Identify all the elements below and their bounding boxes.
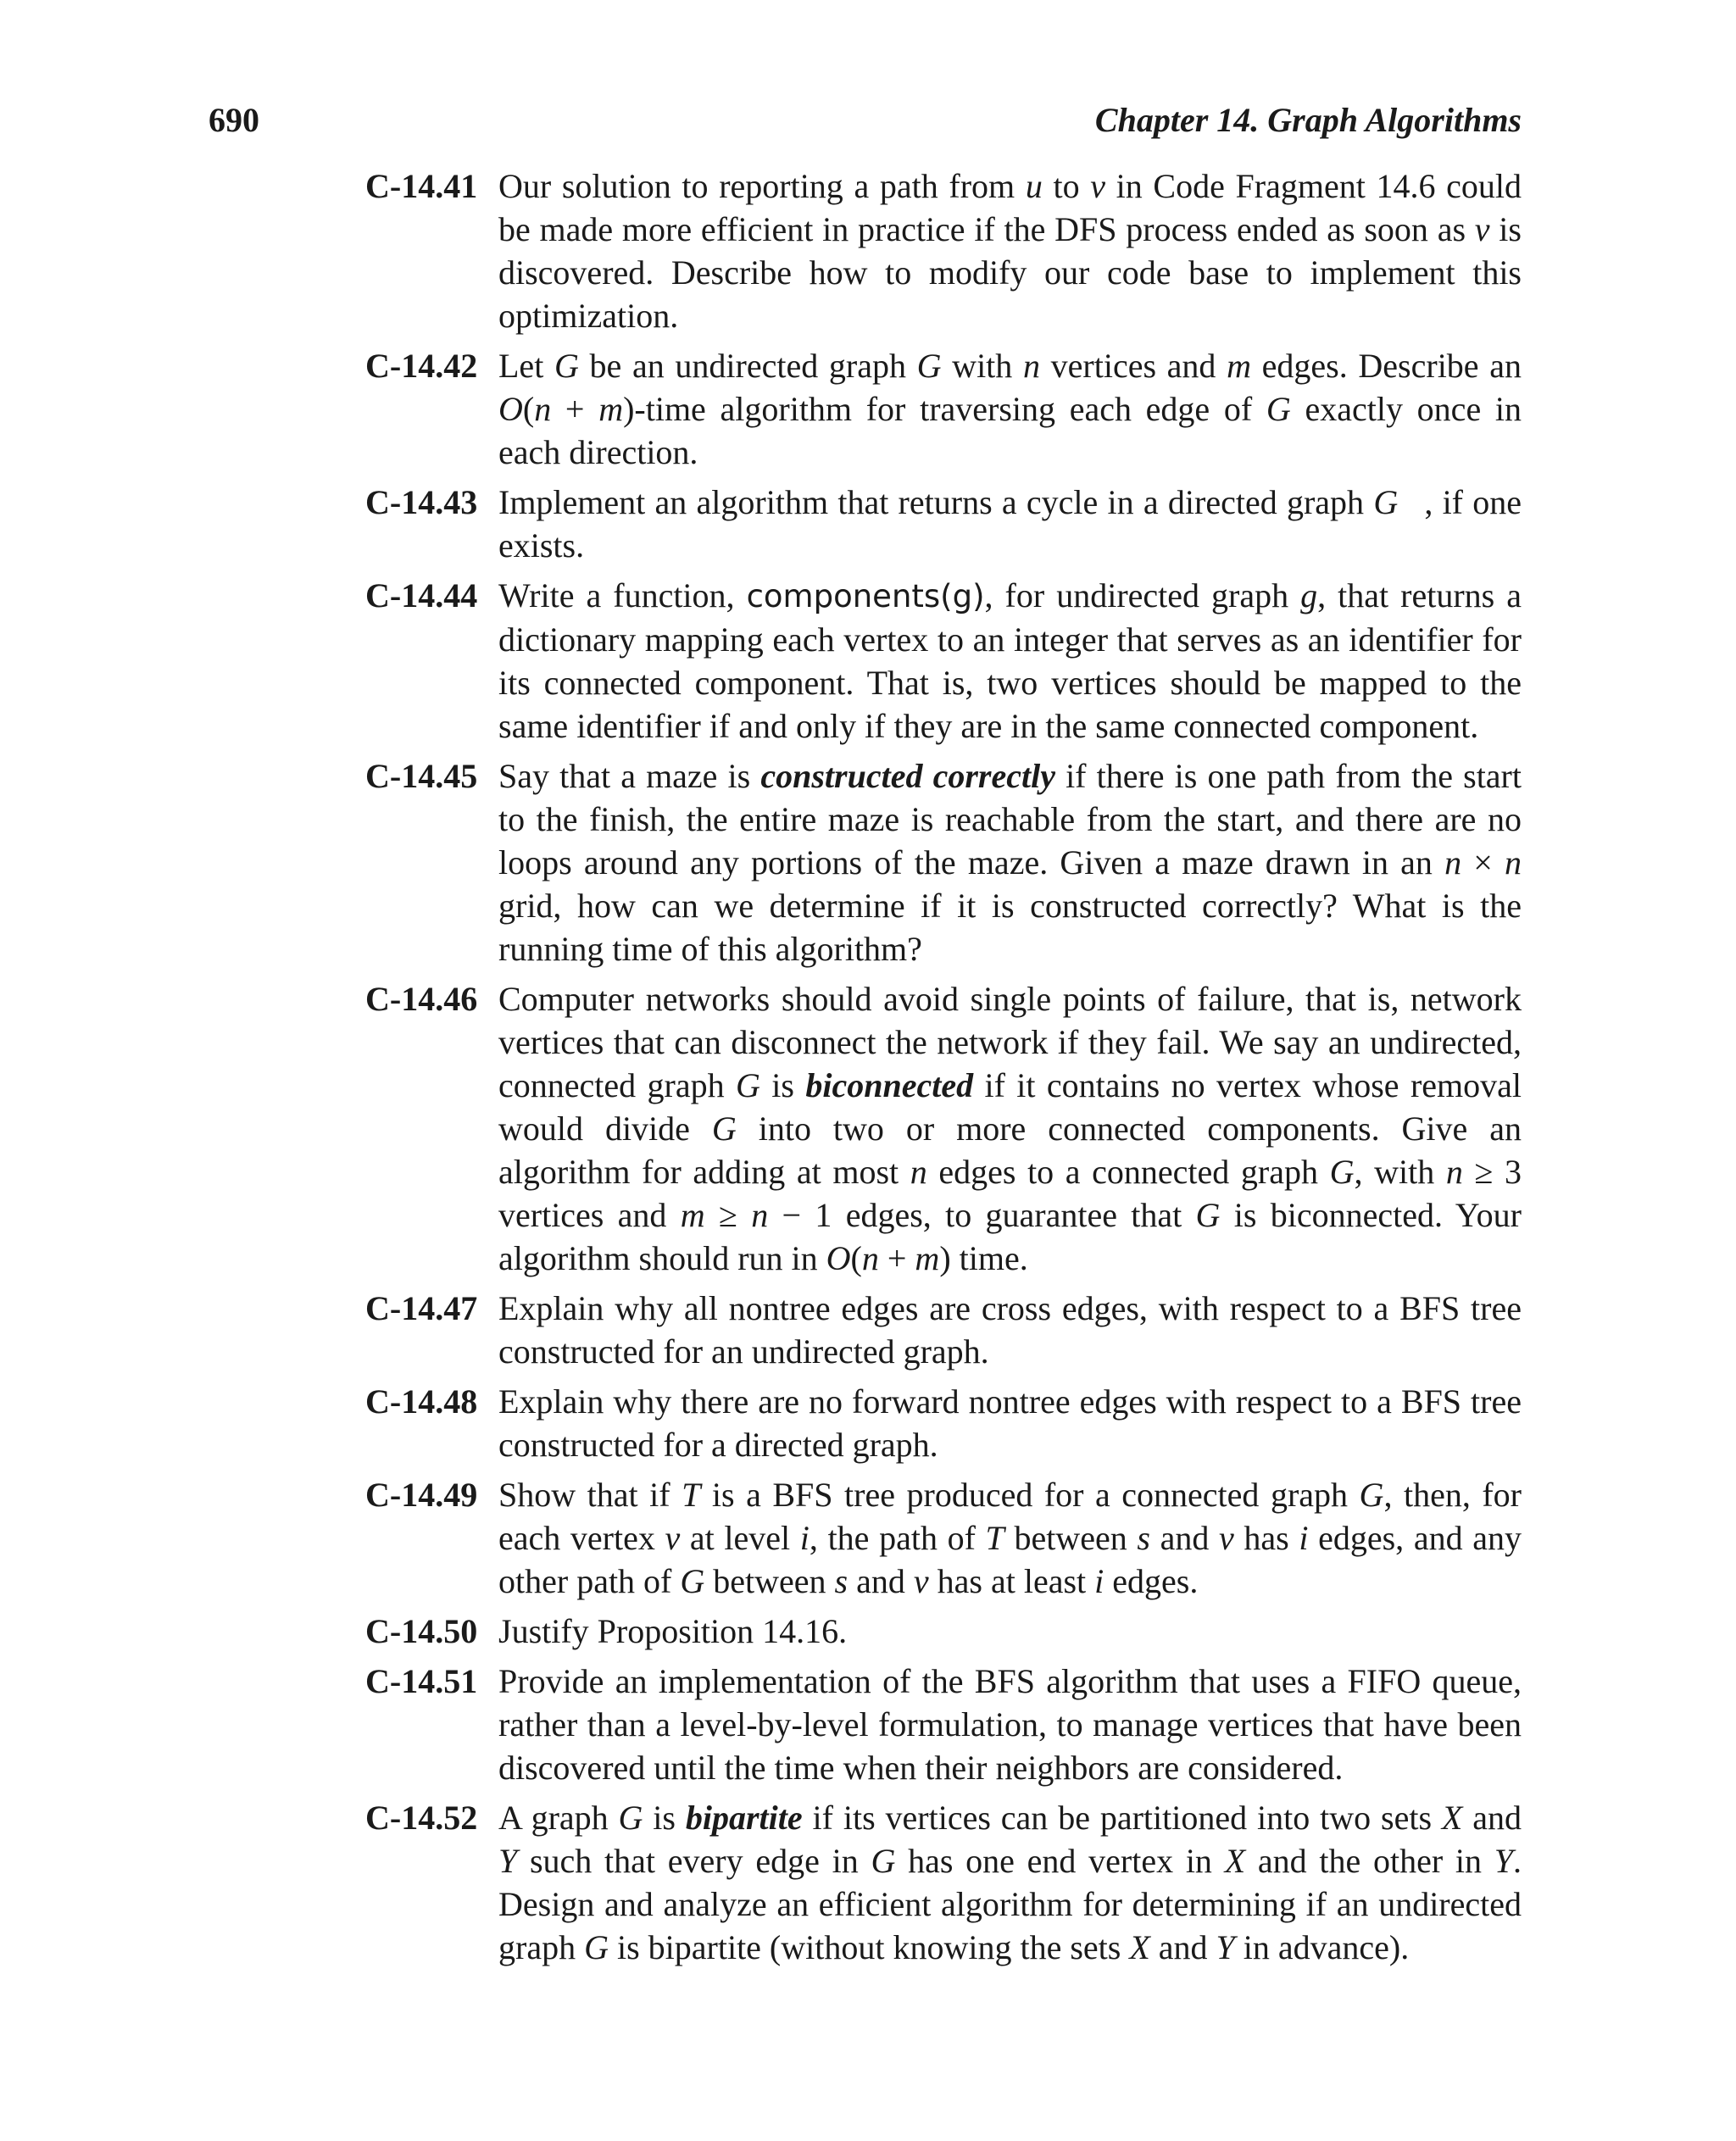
exercise-item	[365, 164, 1522, 337]
exercise-id: C-14.50	[365, 1612, 478, 1650]
text-run: +	[878, 1239, 915, 1277]
text-run: if its vertices can be partitioned into two sets	[802, 1799, 1442, 1837]
text-run: is discovered. Describe how to modify our code base to implement this optimization.	[498, 210, 1522, 335]
text-run: is	[643, 1799, 686, 1837]
math-symbol: m	[598, 390, 624, 428]
exercise-text	[498, 1473, 1522, 1603]
math-symbol: Y	[1494, 1842, 1514, 1880]
exercise-item	[365, 1610, 1522, 1653]
exercise-item	[365, 344, 1522, 474]
exercise-id: C-14.44	[365, 576, 478, 614]
text-run: has	[1233, 1519, 1299, 1557]
text-run: ) time.	[939, 1239, 1028, 1277]
math-symbol: T	[985, 1519, 1004, 1557]
exercise-text	[498, 574, 1522, 748]
text-run: in Code Fragment 14.6 could be made more efficient in practice if the DFS process ended as soon as	[498, 167, 1522, 248]
code-text: components(g)	[746, 578, 985, 614]
text-run: (	[850, 1239, 862, 1277]
math-symbol: n	[1022, 347, 1040, 385]
exercise-id: C-14.46	[365, 980, 478, 1018]
math-symbol: i	[799, 1519, 810, 1557]
text-run: − 1 edges, to guarantee that	[768, 1196, 1196, 1234]
exercise-text	[498, 1796, 1522, 1969]
math-symbol: s	[1137, 1519, 1150, 1557]
text-run: . Design and analyze an efficient algorithm for determining if an undirected graph	[498, 1842, 1522, 1966]
text-run: Write a function,	[498, 576, 747, 614]
exercise-id: C-14.49	[365, 1476, 478, 1514]
text-run: has at least	[928, 1562, 1095, 1600]
math-symbol: n	[1445, 1153, 1463, 1191]
math-symbol: T	[682, 1476, 701, 1514]
text-run: edges. Describe an	[1251, 347, 1522, 385]
text-run: Explain why all nontree edges are cross edges, with respect to a BFS tree constructed for an undirected graph.	[498, 1289, 1522, 1371]
text-run: Provide an implementation of the BFS algorithm that uses a FIFO queue, rather than a level-by-level formulation, to manage vertices that have been discovered until the time when their neighbors are considered.	[498, 1662, 1522, 1787]
math-symbol: G	[1266, 390, 1291, 428]
text-run: Show that if	[498, 1476, 682, 1514]
math-symbol: X	[1129, 1928, 1150, 1966]
exercise-text	[498, 1380, 1522, 1466]
text-run: is biconnected. Your algorithm should run in	[498, 1196, 1522, 1277]
math-symbol: m	[915, 1239, 940, 1277]
text-run: at level	[680, 1519, 800, 1557]
text-run: ≥	[704, 1196, 752, 1234]
exercise-text	[498, 344, 1522, 474]
text-run: and the other in	[1245, 1842, 1494, 1880]
text-run: (	[522, 390, 535, 428]
math-symbol: G	[736, 1066, 760, 1104]
math-symbol: G	[1329, 1153, 1355, 1191]
emphasized-term: biconnected	[805, 1066, 974, 1104]
text-run: if it contains no vertex whose removal would divide	[498, 1066, 1522, 1148]
exercise-item	[365, 1660, 1522, 1789]
emphasized-term: bipartite	[685, 1799, 803, 1837]
exercise-item	[365, 1380, 1522, 1466]
text-run: Justify Proposition 14.16.	[498, 1612, 848, 1650]
text-run: , if one exists.	[498, 483, 1522, 564]
math-symbol: n	[751, 1196, 769, 1234]
exercise-text	[498, 754, 1522, 970]
exercise-item	[365, 481, 1522, 567]
text-run: exactly once in each direction.	[498, 390, 1522, 471]
math-symbol: v	[665, 1519, 681, 1557]
exercise-item	[365, 1473, 1522, 1603]
text-run: is a BFS tree produced for a connected graph	[700, 1476, 1360, 1514]
exercise-item	[365, 1796, 1522, 1969]
text-run: Our solution to reporting a path from	[498, 167, 1026, 205]
text-run: be an undirected graph	[578, 347, 917, 385]
math-symbol: i	[1094, 1562, 1104, 1600]
math-symbol: O	[826, 1239, 851, 1277]
math-symbol: G	[618, 1799, 643, 1837]
exercise-text	[498, 977, 1522, 1280]
text-run: , for undirected graph	[984, 576, 1301, 614]
running-header	[209, 95, 1522, 146]
math-symbol: Y	[1216, 1928, 1235, 1966]
math-symbol: m	[680, 1196, 705, 1234]
math-symbol: u	[1025, 167, 1043, 205]
text-run: A graph	[498, 1799, 619, 1837]
math-symbol: n	[910, 1153, 927, 1191]
text-run: , with	[1354, 1153, 1446, 1191]
text-run: , the path of	[809, 1519, 986, 1557]
text-run: edges, and any other path of	[498, 1519, 1522, 1600]
math-symbol: n	[1444, 843, 1462, 881]
math-symbol: v	[1474, 210, 1490, 248]
text-run: +	[551, 390, 599, 428]
math-symbol: X	[1441, 1799, 1463, 1837]
math-symbol: n	[861, 1239, 879, 1277]
math-symbol: G⃗	[1373, 483, 1425, 521]
exercise-id: C-14.42	[365, 347, 478, 385]
exercise-id: C-14.51	[365, 1662, 478, 1700]
text-run: Say that a maze is	[498, 757, 761, 795]
text-run: grid, how can we determine if it is constructed correctly? What is the running time of this algorithm?	[498, 887, 1522, 968]
text-run: )-time algorithm for traversing each edge of	[623, 390, 1266, 428]
exercise-item	[365, 754, 1522, 970]
text-run: Implement an algorithm that returns a cycle in a directed graph	[498, 483, 1374, 521]
exercise-id: C-14.43	[365, 483, 478, 521]
text-run: vertices and	[1039, 347, 1227, 385]
text-run: and	[1149, 1928, 1216, 1966]
exercise-id: C-14.41	[365, 167, 478, 205]
text-run: in advance).	[1234, 1928, 1410, 1966]
math-symbol: v	[913, 1562, 929, 1600]
text-run: is	[760, 1066, 806, 1104]
text-run: if there is one path from the start to the finish, the entire maze is reachable from the start, and there are no loops around any portions of the maze. Given a maze drawn in an	[498, 757, 1522, 881]
math-symbol: Y	[498, 1842, 518, 1880]
exercise-text	[498, 1660, 1522, 1789]
exercise-id: C-14.47	[365, 1289, 478, 1327]
math-symbol: G	[871, 1842, 896, 1880]
exercise-item	[365, 977, 1522, 1280]
text-run: to	[1042, 167, 1091, 205]
math-symbol: G	[554, 347, 579, 385]
exercise-text	[498, 1287, 1522, 1373]
text-run: and	[848, 1562, 914, 1600]
math-symbol: X	[1224, 1842, 1246, 1880]
math-symbol: G	[584, 1928, 609, 1966]
text-run: is bipartite (without knowing the sets	[608, 1928, 1130, 1966]
math-symbol: m	[1227, 347, 1251, 385]
math-symbol: n	[534, 390, 552, 428]
emphasized-term: constructed correctly	[760, 757, 1055, 795]
exercise-item	[365, 1287, 1522, 1373]
text-run: Explain why there are no forward nontree edges with respect to a BFS tree constructed for a directed graph.	[498, 1382, 1522, 1464]
math-symbol: v	[1090, 167, 1105, 205]
exercise-text	[498, 1610, 1522, 1653]
exercise-id: C-14.48	[365, 1382, 478, 1421]
page-number: 690	[209, 101, 259, 139]
math-symbol: G	[916, 347, 942, 385]
text-run: Let	[498, 347, 554, 385]
math-symbol: i	[1299, 1519, 1309, 1557]
text-run: edges.	[1104, 1562, 1199, 1600]
exercise-id: C-14.45	[365, 757, 478, 795]
exercise-text	[498, 164, 1522, 337]
math-symbol: G	[1359, 1476, 1384, 1514]
math-symbol: s	[834, 1562, 849, 1600]
text-run: between	[1004, 1519, 1138, 1557]
math-symbol: O	[498, 390, 523, 428]
text-run: , that returns a dictionary mapping each vertex to an integer that serves as an identifier for its connected component. That is, two vertices should be mapped to the same identifier if and only if they are in the same connected component.	[498, 576, 1522, 745]
text-run: into two or more connected components. Give an algorithm for adding at most	[498, 1109, 1522, 1191]
chapter-title: Chapter 14. Graph Algorithms	[1094, 101, 1522, 139]
math-symbol: G	[680, 1562, 705, 1600]
math-symbol: G	[711, 1109, 737, 1148]
text-run: Computer networks should avoid single points of failure, that is, network vertices that can disconnect the network if they fail. We say an undirected, connected graph	[498, 980, 1522, 1104]
exercise-id: C-14.52	[365, 1799, 478, 1837]
text-run: ≥ 3 vertices and	[498, 1153, 1522, 1234]
text-run: has one end vertex in	[895, 1842, 1225, 1880]
text-run: and	[1462, 1799, 1522, 1837]
math-symbol: n	[1505, 843, 1522, 881]
text-run: ×	[1461, 843, 1505, 881]
math-symbol: g	[1300, 576, 1318, 614]
text-run: between	[704, 1562, 835, 1600]
text-run: such that every edge in	[517, 1842, 871, 1880]
text-run: edges to a connected graph	[926, 1153, 1330, 1191]
math-symbol: v	[1218, 1519, 1234, 1557]
text-run: , then, for each vertex	[498, 1476, 1522, 1557]
text-run: and	[1149, 1519, 1219, 1557]
exercise-item	[365, 574, 1522, 748]
text-run: with	[941, 347, 1023, 385]
exercise-list	[365, 164, 1522, 1976]
math-symbol: G	[1195, 1196, 1221, 1234]
exercise-text	[498, 481, 1522, 567]
